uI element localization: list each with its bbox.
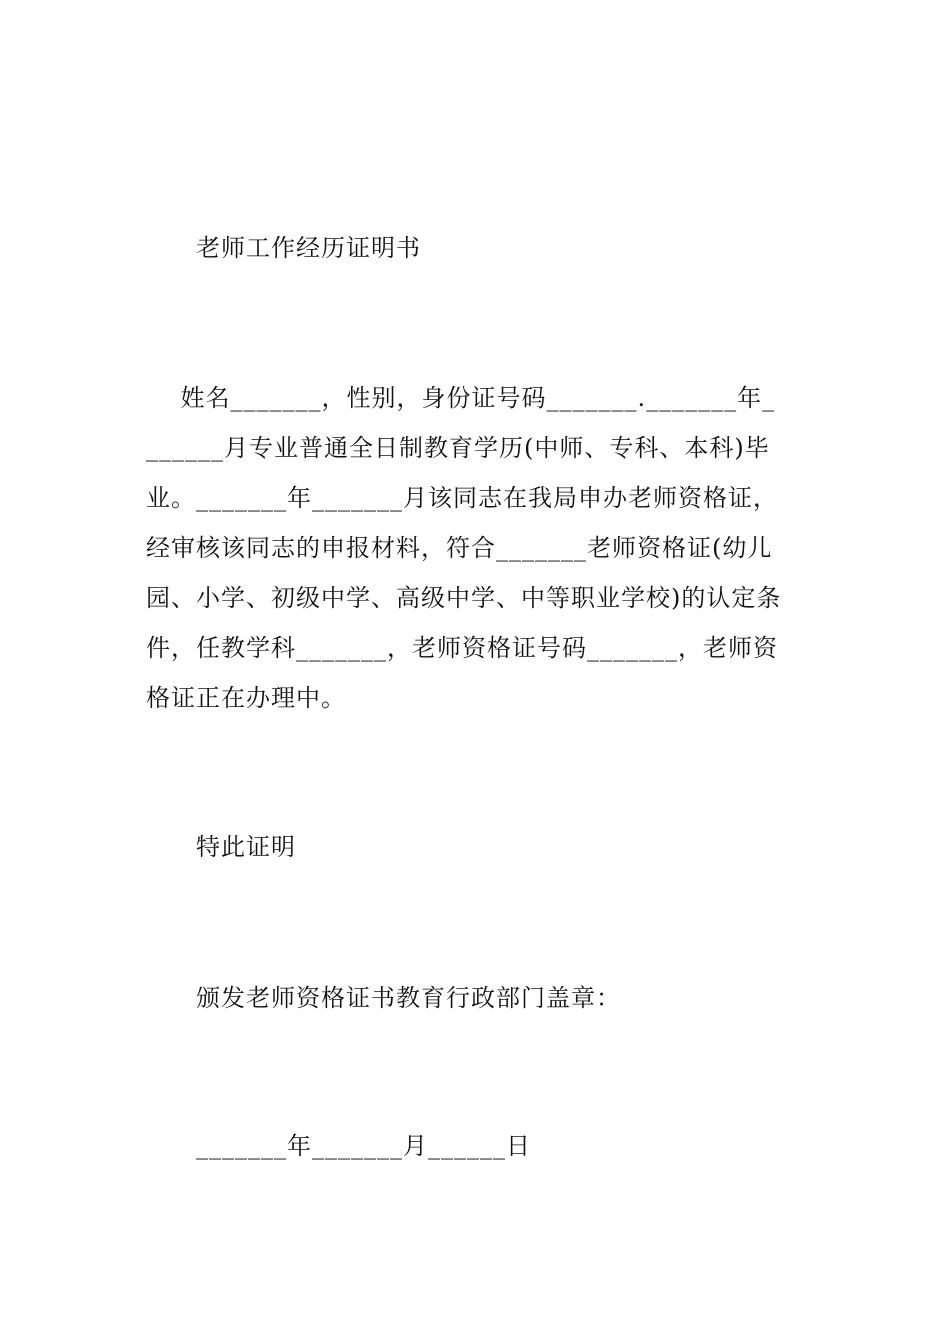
closing-statement: 特此证明	[196, 833, 296, 861]
body-line: 业。_______年_______月该同志在我局申办老师资格证，	[146, 484, 778, 512]
issuer-seal-line: 颁发老师资格证书教育行政部门盖章：	[196, 984, 621, 1012]
document-title: 老师工作经历证明书	[196, 234, 421, 262]
body-line: 件，任教学科_______，老师资格证号码_______，老师资	[146, 634, 778, 662]
date-line: _______年_______月______日	[196, 1132, 531, 1160]
body-paragraph	[146, 383, 806, 733]
body-line: 格证正在办理中。	[146, 684, 346, 712]
body-line: 园、小学、初级中学、高级中学、中等职业学校)的认定条	[146, 584, 782, 612]
body-line: ______月专业普通全日制教育学历(中师、专科、本科)毕	[146, 434, 770, 462]
body-line: 经审核该同志的申报材料，符合_______老师资格证(幼儿	[146, 534, 773, 562]
body-line: 姓名_______，性别，身份证号码_______._______年_	[146, 384, 776, 412]
